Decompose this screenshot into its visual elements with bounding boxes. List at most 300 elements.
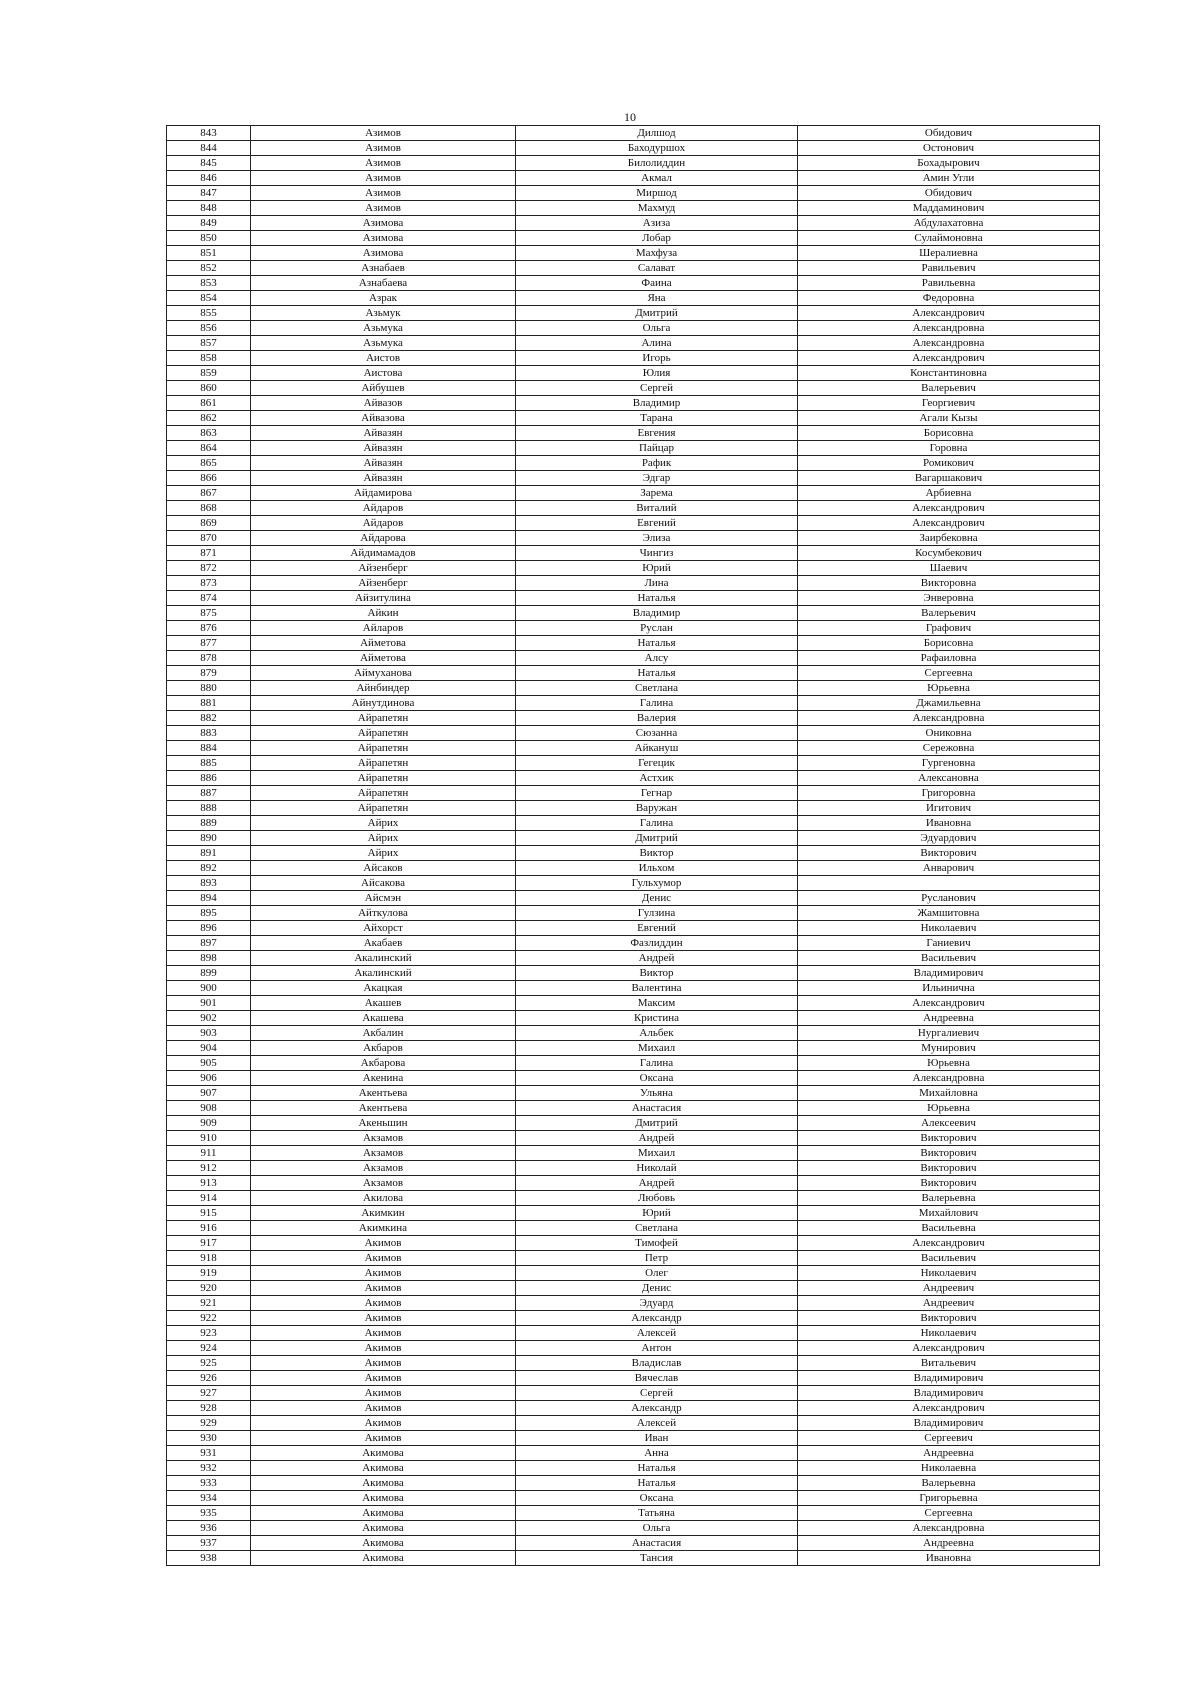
table-row [167,576,1100,591]
surname-cell: Акимов [251,1386,516,1401]
table-row [167,1356,1100,1371]
table-row [167,1296,1100,1311]
table-row [167,291,1100,306]
first-name-cell: Сюзанна [516,726,798,741]
patronymic-cell: Русланович [798,891,1100,906]
patronymic-cell: Викторович [798,1161,1100,1176]
surname-cell: Акилова [251,1191,516,1206]
row-number-cell: 860 [167,381,251,396]
surname-cell: Акимов [251,1431,516,1446]
first-name-cell: Миршод [516,186,798,201]
first-name-cell: Евгения [516,426,798,441]
first-name-cell: Любовь [516,1191,798,1206]
first-name-cell: Махфуза [516,246,798,261]
first-name-cell: Руслан [516,621,798,636]
surname-cell: Акбаров [251,1041,516,1056]
row-number-cell: 894 [167,891,251,906]
first-name-cell: Денис [516,1281,798,1296]
patronymic-cell: Владимирович [798,1371,1100,1386]
patronymic-cell: Викторович [798,846,1100,861]
patronymic-cell: Валерьевич [798,381,1100,396]
row-number-cell: 911 [167,1146,251,1161]
first-name-cell: Наталья [516,1476,798,1491]
row-number-cell: 874 [167,591,251,606]
row-number-cell: 927 [167,1386,251,1401]
patronymic-cell: Остонович [798,141,1100,156]
row-number-cell: 900 [167,981,251,996]
surname-cell: Акимова [251,1536,516,1551]
table-row [167,1551,1100,1566]
surname-cell: Айбушев [251,381,516,396]
row-number-cell: 920 [167,1281,251,1296]
patronymic-cell: Валерьевна [798,1191,1100,1206]
first-name-cell: Ильхом [516,861,798,876]
surname-cell: Айрапетян [251,726,516,741]
first-name-cell: Галина [516,816,798,831]
patronymic-cell: Алексеевич [798,1116,1100,1131]
surname-cell: Айзитулина [251,591,516,606]
surname-cell: Акентьева [251,1086,516,1101]
first-name-cell: Виктор [516,846,798,861]
patronymic-cell: Александрович [798,516,1100,531]
table-row [167,711,1100,726]
first-name-cell: Наталья [516,636,798,651]
row-number-cell: 877 [167,636,251,651]
surname-cell: Азимов [251,141,516,156]
row-number-cell: 913 [167,1176,251,1191]
table-row [167,276,1100,291]
patronymic-cell: Андреевна [798,1446,1100,1461]
row-number-cell: 864 [167,441,251,456]
first-name-cell: Ольга [516,1521,798,1536]
patronymic-cell: Рафаиловна [798,651,1100,666]
first-name-cell: Ольга [516,321,798,336]
first-name-cell: Салават [516,261,798,276]
first-name-cell: Вячеслав [516,1371,798,1386]
surname-cell: Айвазян [251,471,516,486]
row-number-cell: 887 [167,786,251,801]
table-row [167,531,1100,546]
patronymic-cell: Александрович [798,501,1100,516]
table-row [167,1341,1100,1356]
row-number-cell: 845 [167,156,251,171]
table-row [167,966,1100,981]
surname-cell: Айхорст [251,921,516,936]
surname-cell: Айдамирова [251,486,516,501]
first-name-cell: Зарема [516,486,798,501]
patronymic-cell: Графович [798,621,1100,636]
surname-cell: Акбалин [251,1026,516,1041]
table-row [167,216,1100,231]
table-row [167,1086,1100,1101]
first-name-cell: Пайцар [516,441,798,456]
table-row [167,996,1100,1011]
table-row [167,1176,1100,1191]
patronymic-cell: Андреевич [798,1281,1100,1296]
first-name-cell: Алина [516,336,798,351]
surname-cell: Азнабаев [251,261,516,276]
row-number-cell: 933 [167,1476,251,1491]
table-row [167,1116,1100,1131]
first-name-cell: Денис [516,891,798,906]
patronymic-cell: Александрович [798,1401,1100,1416]
table-row [167,741,1100,756]
table-row [167,906,1100,921]
first-name-cell: Дилшод [516,126,798,141]
first-name-cell: Евгений [516,516,798,531]
first-name-cell: Андрей [516,951,798,966]
first-name-cell: Рафик [516,456,798,471]
patronymic-cell: Александровна [798,711,1100,726]
patronymic-cell: Андреевна [798,1011,1100,1026]
patronymic-cell: Эдуардович [798,831,1100,846]
table-row [167,411,1100,426]
patronymic-cell: Маддаминович [798,201,1100,216]
table-row [167,651,1100,666]
first-name-cell: Анастасия [516,1536,798,1551]
surname-cell: Акимова [251,1476,516,1491]
table-row [167,1146,1100,1161]
row-number-cell: 893 [167,876,251,891]
row-number-cell: 855 [167,306,251,321]
row-number-cell: 918 [167,1251,251,1266]
table-row [167,1251,1100,1266]
surname-cell: Акенина [251,1071,516,1086]
first-name-cell: Галина [516,1056,798,1071]
surname-cell: Акзамов [251,1131,516,1146]
table-row [167,831,1100,846]
table-row [167,1101,1100,1116]
table-row [167,306,1100,321]
surname-cell: Айрапетян [251,771,516,786]
patronymic-cell: Александрович [798,351,1100,366]
patronymic-cell: Константиновна [798,366,1100,381]
patronymic-cell: Николаевич [798,1266,1100,1281]
table-row [167,621,1100,636]
surname-cell: Айрапетян [251,786,516,801]
patronymic-cell: Григорьевна [798,1491,1100,1506]
row-number-cell: 905 [167,1056,251,1071]
table-row [167,546,1100,561]
first-name-cell: Баходуршох [516,141,798,156]
row-number-cell: 919 [167,1266,251,1281]
first-name-cell: Элиза [516,531,798,546]
patronymic-cell: Равильевна [798,276,1100,291]
row-number-cell: 889 [167,816,251,831]
patronymic-cell: Викторович [798,1176,1100,1191]
first-name-cell: Юлия [516,366,798,381]
table-row [167,1386,1100,1401]
row-number-cell: 852 [167,261,251,276]
surname-cell: Азнабаева [251,276,516,291]
patronymic-cell: Александрович [798,1341,1100,1356]
surname-cell: Акимова [251,1461,516,1476]
surname-cell: Азимов [251,126,516,141]
patronymic-cell: Обидович [798,186,1100,201]
table-row [167,1131,1100,1146]
first-name-cell: Тимофей [516,1236,798,1251]
first-name-cell: Чингиз [516,546,798,561]
row-number-cell: 884 [167,741,251,756]
patronymic-cell: Сергеевич [798,1431,1100,1446]
first-name-cell: Астхик [516,771,798,786]
surname-cell: Айзенберг [251,561,516,576]
first-name-cell: Алексей [516,1326,798,1341]
table-row [167,936,1100,951]
table-row [167,351,1100,366]
row-number-cell: 888 [167,801,251,816]
row-number-cell: 930 [167,1431,251,1446]
surname-cell: Айсмэн [251,891,516,906]
first-name-cell: Гулзина [516,906,798,921]
patronymic-cell: Нургалиевич [798,1026,1100,1041]
row-number-cell: 934 [167,1491,251,1506]
first-name-cell: Олег [516,1266,798,1281]
row-number-cell: 924 [167,1341,251,1356]
patronymic-cell: Вагаршакович [798,471,1100,486]
table-row [167,756,1100,771]
table-row [167,1521,1100,1536]
table-row [167,471,1100,486]
patronymic-cell: Александровна [798,336,1100,351]
table-row [167,201,1100,216]
patronymic-cell: Валерьевна [798,1476,1100,1491]
table-row [167,681,1100,696]
patronymic-cell: Николаевич [798,1326,1100,1341]
table-row [167,981,1100,996]
first-name-cell: Николай [516,1161,798,1176]
row-number-cell: 935 [167,1506,251,1521]
first-name-cell: Тансия [516,1551,798,1566]
patronymic-cell: Викторович [798,1146,1100,1161]
table-row [167,231,1100,246]
table-row [167,1446,1100,1461]
row-number-cell: 923 [167,1326,251,1341]
first-name-cell: Оксана [516,1071,798,1086]
first-name-cell: Анна [516,1446,798,1461]
patronymic-cell: Джамильевна [798,696,1100,711]
surname-cell: Азрак [251,291,516,306]
row-number-cell: 903 [167,1026,251,1041]
row-number-cell: 868 [167,501,251,516]
first-name-cell: Лобар [516,231,798,246]
surname-cell: Азимов [251,186,516,201]
surname-cell: Акимов [251,1326,516,1341]
row-number-cell: 866 [167,471,251,486]
row-number-cell: 908 [167,1101,251,1116]
table-row [167,726,1100,741]
surname-cell: Акеньшин [251,1116,516,1131]
row-number-cell: 891 [167,846,251,861]
first-name-cell: Кристина [516,1011,798,1026]
patronymic-cell: Андреевна [798,1536,1100,1551]
surname-cell: Азимова [251,216,516,231]
table-row [167,1311,1100,1326]
patronymic-cell: Сергеевна [798,1506,1100,1521]
first-name-cell: Виталий [516,501,798,516]
first-name-cell: Татьяна [516,1506,798,1521]
row-number-cell: 892 [167,861,251,876]
table-row [167,606,1100,621]
first-name-cell: Михаил [516,1146,798,1161]
first-name-cell: Сергей [516,1386,798,1401]
patronymic-cell: Михайловна [798,1086,1100,1101]
surname-cell: Айвазян [251,426,516,441]
patronymic-cell: Шералиевна [798,246,1100,261]
row-number-cell: 859 [167,366,251,381]
surname-cell: Айзенберг [251,576,516,591]
table-row [167,1416,1100,1431]
table-row [167,786,1100,801]
row-number-cell: 929 [167,1416,251,1431]
table-row [167,171,1100,186]
surname-cell: Акашев [251,996,516,1011]
first-name-cell: Яна [516,291,798,306]
row-number-cell: 856 [167,321,251,336]
patronymic-cell: Александрович [798,996,1100,1011]
patronymic-cell: Ильинична [798,981,1100,996]
patronymic-cell: Игитович [798,801,1100,816]
row-number-cell: 857 [167,336,251,351]
row-number-cell: 902 [167,1011,251,1026]
row-number-cell: 862 [167,411,251,426]
patronymic-cell: Викторович [798,1311,1100,1326]
surname-cell: Айдимамадов [251,546,516,561]
table-row [167,261,1100,276]
first-name-cell: Махмуд [516,201,798,216]
table-row [167,321,1100,336]
patronymic-cell: Мунирович [798,1041,1100,1056]
patronymic-cell: Жамшитовна [798,906,1100,921]
patronymic-cell: Амин Угли [798,171,1100,186]
table-row [167,891,1100,906]
table-row [167,1206,1100,1221]
patronymic-cell: Гургеновна [798,756,1100,771]
patronymic-cell: Николаевич [798,921,1100,936]
first-name-cell: Светлана [516,1221,798,1236]
patronymic-cell: Ивановна [798,1551,1100,1566]
row-number-cell: 921 [167,1296,251,1311]
surname-cell: Азимов [251,171,516,186]
surname-cell: Азимов [251,156,516,171]
row-number-cell: 854 [167,291,251,306]
surname-cell: Айсакова [251,876,516,891]
first-name-cell: Дмитрий [516,306,798,321]
surname-cell: Аистова [251,366,516,381]
patronymic-cell: Васильевич [798,951,1100,966]
patronymic-cell: Валерьевич [798,606,1100,621]
patronymic-cell: Борисовна [798,636,1100,651]
surname-cell: Айвазян [251,456,516,471]
table-row [167,801,1100,816]
first-name-cell: Наталья [516,1461,798,1476]
patronymic-cell: Горовна [798,441,1100,456]
first-name-cell: Петр [516,1251,798,1266]
surname-cell: Акимов [251,1281,516,1296]
first-name-cell: Евгений [516,921,798,936]
surname-cell: Азимова [251,246,516,261]
row-number-cell: 879 [167,666,251,681]
first-name-cell: Гегнар [516,786,798,801]
patronymic-cell: Александровна [798,1071,1100,1086]
patronymic-cell: Анварович [798,861,1100,876]
first-name-cell: Сергей [516,381,798,396]
row-number-cell: 843 [167,126,251,141]
row-number-cell: 878 [167,651,251,666]
surname-cell: Азьмук [251,306,516,321]
surname-cell: Айвазова [251,411,516,426]
surname-cell: Азьмука [251,336,516,351]
table-row [167,246,1100,261]
table-row [167,696,1100,711]
surname-cell: Акимов [251,1266,516,1281]
surname-cell: Акимов [251,1401,516,1416]
row-number-cell: 870 [167,531,251,546]
surname-cell: Акентьева [251,1101,516,1116]
patronymic-cell: Васильевич [798,1251,1100,1266]
patronymic-cell: Сулаймоновна [798,231,1100,246]
surname-cell: Азимов [251,201,516,216]
row-number-cell: 915 [167,1206,251,1221]
patronymic-cell: Андреевич [798,1296,1100,1311]
first-name-cell: Валентина [516,981,798,996]
first-name-cell: Фаина [516,276,798,291]
row-number-cell: 853 [167,276,251,291]
first-name-cell: Антон [516,1341,798,1356]
row-number-cell: 872 [167,561,251,576]
row-number-cell: 865 [167,456,251,471]
surname-cell: Акзамов [251,1161,516,1176]
first-name-cell: Максим [516,996,798,1011]
row-number-cell: 906 [167,1071,251,1086]
names-table [166,125,1100,1566]
first-name-cell: Лина [516,576,798,591]
patronymic-cell: Равильевич [798,261,1100,276]
table-row [167,396,1100,411]
first-name-cell: Светлана [516,681,798,696]
first-name-cell: Игорь [516,351,798,366]
surname-cell: Акимкин [251,1206,516,1221]
patronymic-cell: Александрович [798,306,1100,321]
table-row [167,126,1100,141]
surname-cell: Айдарова [251,531,516,546]
surname-cell: Акимов [251,1356,516,1371]
table-row [167,186,1100,201]
table-row [167,921,1100,936]
patronymic-cell: Энверовна [798,591,1100,606]
first-name-cell: Акмал [516,171,798,186]
first-name-cell: Андрей [516,1176,798,1191]
row-number-cell: 926 [167,1371,251,1386]
row-number-cell: 937 [167,1536,251,1551]
patronymic-cell: Ганиевич [798,936,1100,951]
patronymic-cell: Михайлович [798,1206,1100,1221]
first-name-cell: Наталья [516,666,798,681]
patronymic-cell: Ивановна [798,816,1100,831]
patronymic-cell: Александрович [798,1236,1100,1251]
surname-cell: Акабаев [251,936,516,951]
patronymic-cell: Федоровна [798,291,1100,306]
row-number-cell: 904 [167,1041,251,1056]
surname-cell: Айрих [251,846,516,861]
first-name-cell: Варужан [516,801,798,816]
table-row [167,366,1100,381]
patronymic-cell: Сергеевна [798,666,1100,681]
surname-cell: Айметова [251,651,516,666]
first-name-cell: Владимир [516,606,798,621]
row-number-cell: 886 [167,771,251,786]
row-number-cell: 912 [167,1161,251,1176]
